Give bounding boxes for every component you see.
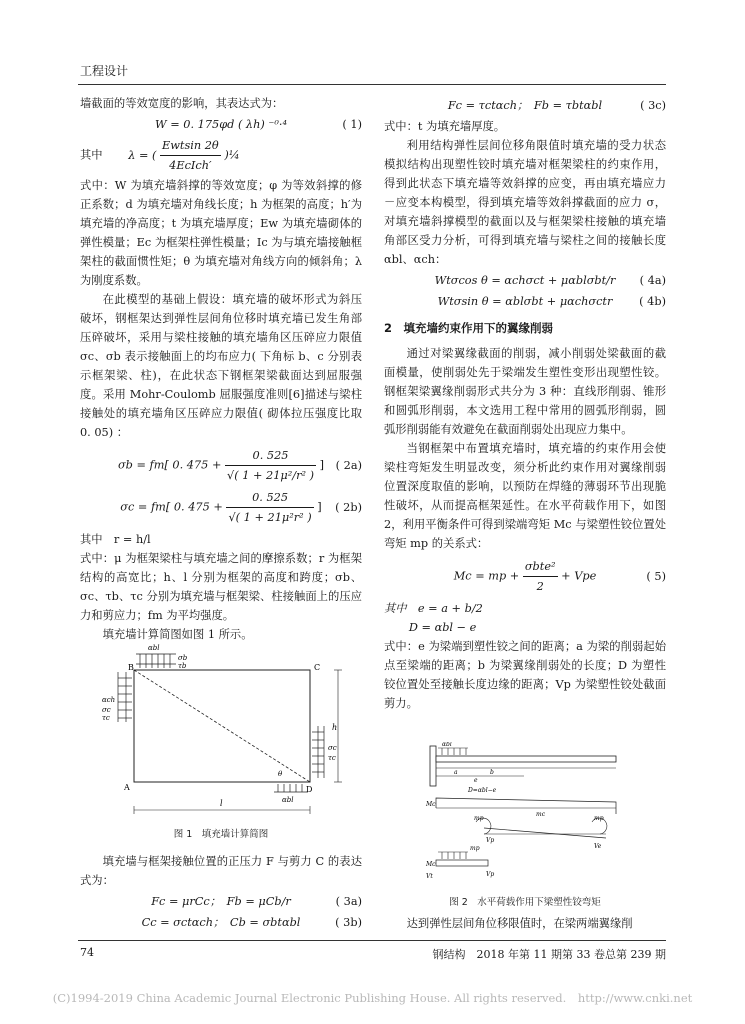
paragraph: 利用结构弹性层间位移角限值时填充墙的受力状态模拟结构出现塑性铰时填充墙对框架梁柱的约束作用，得到此状态下填充墙等效斜撑的应变，再由填充墙应力－应变本构模型，得到填充墙等效斜撑截面的应力 σ，对填充墙斜撑模型的截面以及与框架梁柱接触的填充墙角部区受力分析，可得到填充墙与梁柱之间的接触长度 αbl、αch： xyxy=(384,139,666,266)
paragraph: 填充墙计算简图如图 1 所示。 xyxy=(102,628,253,641)
label-alpha-ch: αch xyxy=(102,696,116,704)
label-mc: mc xyxy=(536,811,546,818)
figure-2-caption: 图 2 水平荷载作用下梁塑性铰弯矩 xyxy=(449,897,601,908)
column-stub xyxy=(430,746,436,786)
label-sigma-c-right: σc xyxy=(328,744,337,752)
equation-4b: Wtσsin θ = αblσbt + μαchσctr ( 4b) xyxy=(437,295,666,308)
left-column-tail xyxy=(80,852,362,934)
left-load-arrows xyxy=(118,672,132,722)
paragraph: 其中 e = a + b/2 xyxy=(384,602,483,615)
label-Vt: Vt xyxy=(426,873,433,880)
label-Mc: Mc xyxy=(426,801,436,808)
page-number: 74 xyxy=(80,946,94,959)
equation-2a: σb = fm[ 0. 475 + $\frac{0. 525}{\text{√( 1 + 21μ²/r² )}}$ ] ( 2a) xyxy=(80,446,362,486)
label-e: e xyxy=(474,777,478,784)
equation-1: W = 0. 175φd ( λh) ⁻⁰·⁴ ( 1) xyxy=(155,118,362,131)
distributed-load xyxy=(438,852,468,859)
fraction: $\frac{0. 525}{\text{√( 1 + 21μ²r² )}}$ xyxy=(226,488,313,527)
equation-3c: Fc = τctαch； Fb = τbtαbl ( 3c) xyxy=(447,99,666,112)
label-tau-c-right: τc xyxy=(328,754,336,762)
equation-2b: σc = fm[ 0. 475 + $\frac{0. 525}{\text{√( 1 + 21μ²r² )}}$ ] ( 2b) xyxy=(80,488,362,528)
label-Vp-bottom: Vp xyxy=(486,871,495,878)
fraction: $\frac{\text{Ewtsin 2θ}}{\text{4EcIch′}}$ xyxy=(160,136,221,175)
footer-rule xyxy=(78,940,666,941)
paragraph: 在此模型的基础上假设：填充墙的破坏形式为斜压破坏，钢框架达到弹性层间角位移时填充墙已发生角部压碎破坏，采用与梁柱接触的填充墙角区压碎应力限值 σc、σb 表示接触面上的均布应力( 下角标 b、c 分别表示框架梁、柱)，在此状态下钢框架梁截面达到屈服强度。采用 Mohr-Coulomb 屈服强度准则[6]描述与梁柱接触处的填充墙角区压碎应力限值( 砌体拉压强度比取 0. 05) ： xyxy=(80,293,362,439)
equation-lambda: 其中 λ = ( $\frac{\text{Ewtsin 2θ}}{\text{4EcIch′}}$ )¼ xyxy=(80,136,362,174)
end-segment xyxy=(436,860,488,866)
paragraph: 式中：e 为梁端到塑性铰之间的距离；a 为梁的削弱起始点至梁端的距离；b 为梁翼缘削弱处的长度；D 为塑性铰位置处至接触长度边缘的距离；Vp 为梁塑性铰处截面剪力。 xyxy=(384,640,666,710)
figure-1-diagram xyxy=(96,640,346,820)
equation-3b: Cc = σctαch； Cb = σbtαbl ( 3b) xyxy=(141,916,362,929)
paragraph: 墙截面的等效宽度的影响，其表达式为： xyxy=(80,97,284,110)
label-mp-bottom: mp xyxy=(470,845,480,852)
fraction: $\frac{0. 525}{\text{√( 1 + 21μ²/r² )}}$ xyxy=(225,446,316,485)
watermark: (C)1994-2019 China Academic Journal Electronic Publishing House. All rights reserved. http://www.cnki.net xyxy=(52,991,693,1005)
figure-1-caption: 图 1 填充墙计算简图 xyxy=(173,829,269,840)
paragraph: 式中：W 为填充墙斜撑的等效宽度；φ 为等效斜撑的修正系数；d 为填充墙对角线长度；h 为框架的高度；h′为填充墙的净高度；t 为填充墙厚度；Ew 为填充墙砌体的弹性模量；Ec 为框架柱弹性模量；Ic 为与填充墙接触框架柱的截面惯性矩；θ 为填充墙对角线方向的倾斜角；λ 为刚度系数。 xyxy=(80,179,362,287)
left-column xyxy=(80,94,362,644)
equation-3a: Fc = μrCc； Fb = μCb/r ( 3a) xyxy=(151,895,362,908)
label-h: h xyxy=(332,723,338,732)
header-rule xyxy=(78,84,666,85)
paragraph: 式中：t 为填充墙厚度。 xyxy=(384,120,506,133)
paragraph: 填充墙与框架接触位置的正压力 F 与剪力 C 的表达式为： xyxy=(80,855,362,887)
label-mp-right: mp xyxy=(594,815,604,822)
moment-diagram xyxy=(436,798,616,814)
right-column xyxy=(384,94,666,713)
right-column-tail xyxy=(384,914,666,933)
bottom-load-arrows xyxy=(274,784,308,792)
figure-2-diagram xyxy=(424,742,630,890)
running-header: 工程设计 xyxy=(80,64,129,78)
paragraph: 达到弹性层间角位移限值时，在梁两端翼缘削 xyxy=(406,917,633,930)
label-a: a xyxy=(454,769,458,776)
diagonal-strut xyxy=(134,670,310,782)
label-B: B xyxy=(128,663,134,672)
paragraph: 通过对梁翼缘截面的削弱，减小削弱处梁截面的截面模量，使削弱处先于梁端发生塑性变形出现塑性铰。钢框架梁翼缘削弱形式共分为 3 种：直线形削弱、锥形和圆弧形削弱，本文选用工程中常用的圆弧形削弱，圆弧形削弱能有效避免在截面削弱处出现应力集中。 xyxy=(384,347,666,436)
paragraph: 当钢框架中布置填充墙时，填充墙的约束作用会使梁柱弯矩发生明显改变，须分析此约束作用对翼缘削弱位置深度取值的影响，以预防在焊缝的薄弱环节出现脆性破坏，从而提高框架延性。在水平荷载作用下，如图 2，利用平衡条件可得到梁端弯矩 Mc 与梁塑性铰位置处弯矩 mp 的关系式： xyxy=(384,442,666,550)
fraction: $\frac{\text{σbte²}}{2}$ xyxy=(523,557,558,596)
label-tau-b: τb xyxy=(178,662,187,670)
label-b: b xyxy=(490,769,494,776)
journal-info: 钢结构 2018 年第 11 期第 33 卷总第 239 期 xyxy=(432,948,666,961)
top-load-arrows xyxy=(136,654,176,668)
paragraph: D = αbl − e xyxy=(408,621,477,634)
label-D: D xyxy=(306,785,313,794)
beam xyxy=(436,756,616,762)
label-D: D=αbl−e xyxy=(468,787,497,794)
equation-5: Mc = mp + $\frac{\text{σbte²}}{2}$ + Vpe ( 5) xyxy=(384,557,666,597)
label-C: C xyxy=(314,663,321,672)
label-Vp: Vp xyxy=(486,837,495,844)
label-alpha-bl: αbl xyxy=(442,742,452,748)
label-sigma-c: σc xyxy=(102,706,111,714)
equation-4a: Wtσcos θ = αchσct + μαblσbt/r ( 4a) xyxy=(434,274,666,287)
label-A: A xyxy=(124,783,130,792)
label-Mc-bottom: Mc xyxy=(426,861,436,868)
label-alpha-bl-bottom: αbl xyxy=(282,796,294,804)
label-sigma-b: σb xyxy=(178,654,188,662)
free-body-beam xyxy=(484,828,606,838)
right-load-arrows xyxy=(312,726,324,778)
label-mp: mp xyxy=(474,815,484,822)
section-heading: 2 填充墙约束作用下的翼缘削弱 xyxy=(384,321,553,335)
paragraph: 其中 r = h/l xyxy=(80,533,151,546)
label-l: l xyxy=(220,799,223,808)
label-alpha-bl: αbl xyxy=(148,644,160,652)
label-Ve: Ve xyxy=(594,843,602,850)
label-theta: θ xyxy=(278,770,283,778)
distributed-load xyxy=(438,748,468,755)
label-tau-c: τc xyxy=(102,714,110,722)
paragraph: 式中：μ 为框架梁柱与填充墙之间的摩擦系数；r 为框架结构的高宽比；h、l 分别为框架的高度和跨度；σb、σc、τb、τc 分别为填充墙与框架梁、柱接触面上的压应力和剪应力；fm 为平均强度。 xyxy=(80,552,362,622)
